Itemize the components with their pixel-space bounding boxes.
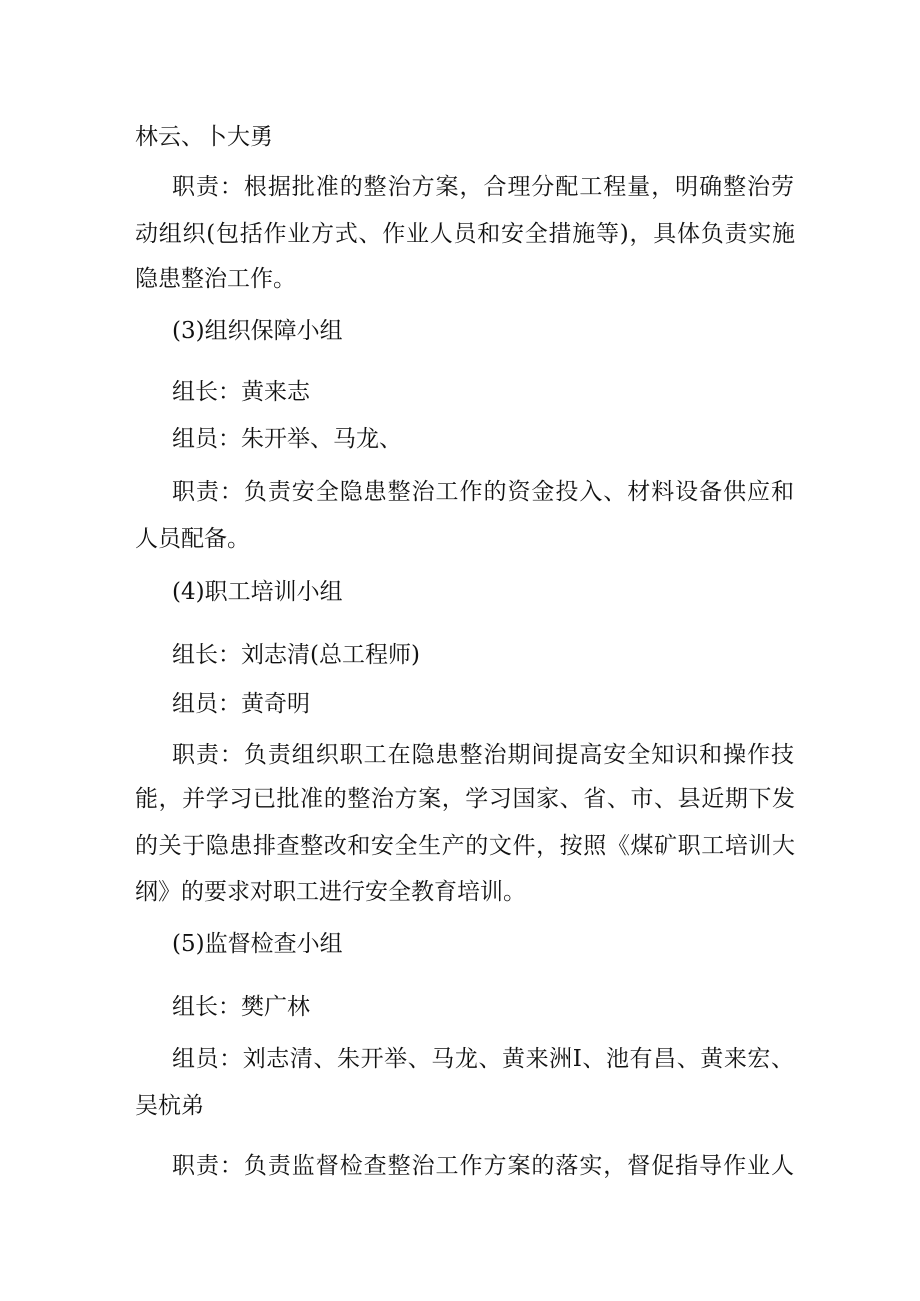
text-line: 能，并学习已批准的整治方案，学习国家、省、市、县近期下发 bbox=[135, 786, 795, 812]
text-line: 人员配备。 bbox=[135, 526, 250, 552]
text-line: 职责：负责组织职工在隐患整治期间提高安全知识和操作技 bbox=[172, 742, 794, 768]
text-line: 组长：刘志清(总工程师) bbox=[172, 642, 420, 668]
text-line: 组长：樊广林 bbox=[172, 994, 310, 1020]
text-line: 职责：根据批准的整治方案，合理分配工程量，明确整治劳 bbox=[172, 174, 794, 200]
text-line: 组长：黄来志 bbox=[172, 379, 310, 405]
section-heading: (3)组织保障小组 bbox=[172, 318, 343, 344]
text-line: 组员：黄奇明 bbox=[172, 691, 310, 717]
text-line: 动组织(包括作业方式、作业人员和安全措施等)，具体负责实施 bbox=[135, 221, 795, 247]
text-line: 吴杭弟 bbox=[135, 1093, 204, 1119]
text-line: 林云、卜大勇 bbox=[135, 124, 273, 150]
text-line: 职责：负责安全隐患整治工作的资金投入、材料设备供应和 bbox=[172, 479, 794, 505]
text-line: 组员：朱开举、马龙、 bbox=[172, 426, 402, 452]
section-heading: (5)监督检查小组 bbox=[172, 931, 343, 957]
text-line: 隐患整治工作。 bbox=[135, 266, 296, 292]
text-line: 的关于隐患排查整改和安全生产的文件，按照《煤矿职工培训大 bbox=[135, 833, 795, 859]
text-line: 职责：负责监督检查整治工作方案的落实，督促指导作业人 bbox=[172, 1153, 794, 1179]
text-line: 纲》的要求对职工进行安全教育培训。 bbox=[135, 879, 526, 905]
section-heading: (4)职工培训小组 bbox=[172, 579, 343, 605]
text-line: 组员：刘志清、朱开举、马龙、黄来洲I、池有昌、黄来宏、 bbox=[172, 1046, 794, 1072]
